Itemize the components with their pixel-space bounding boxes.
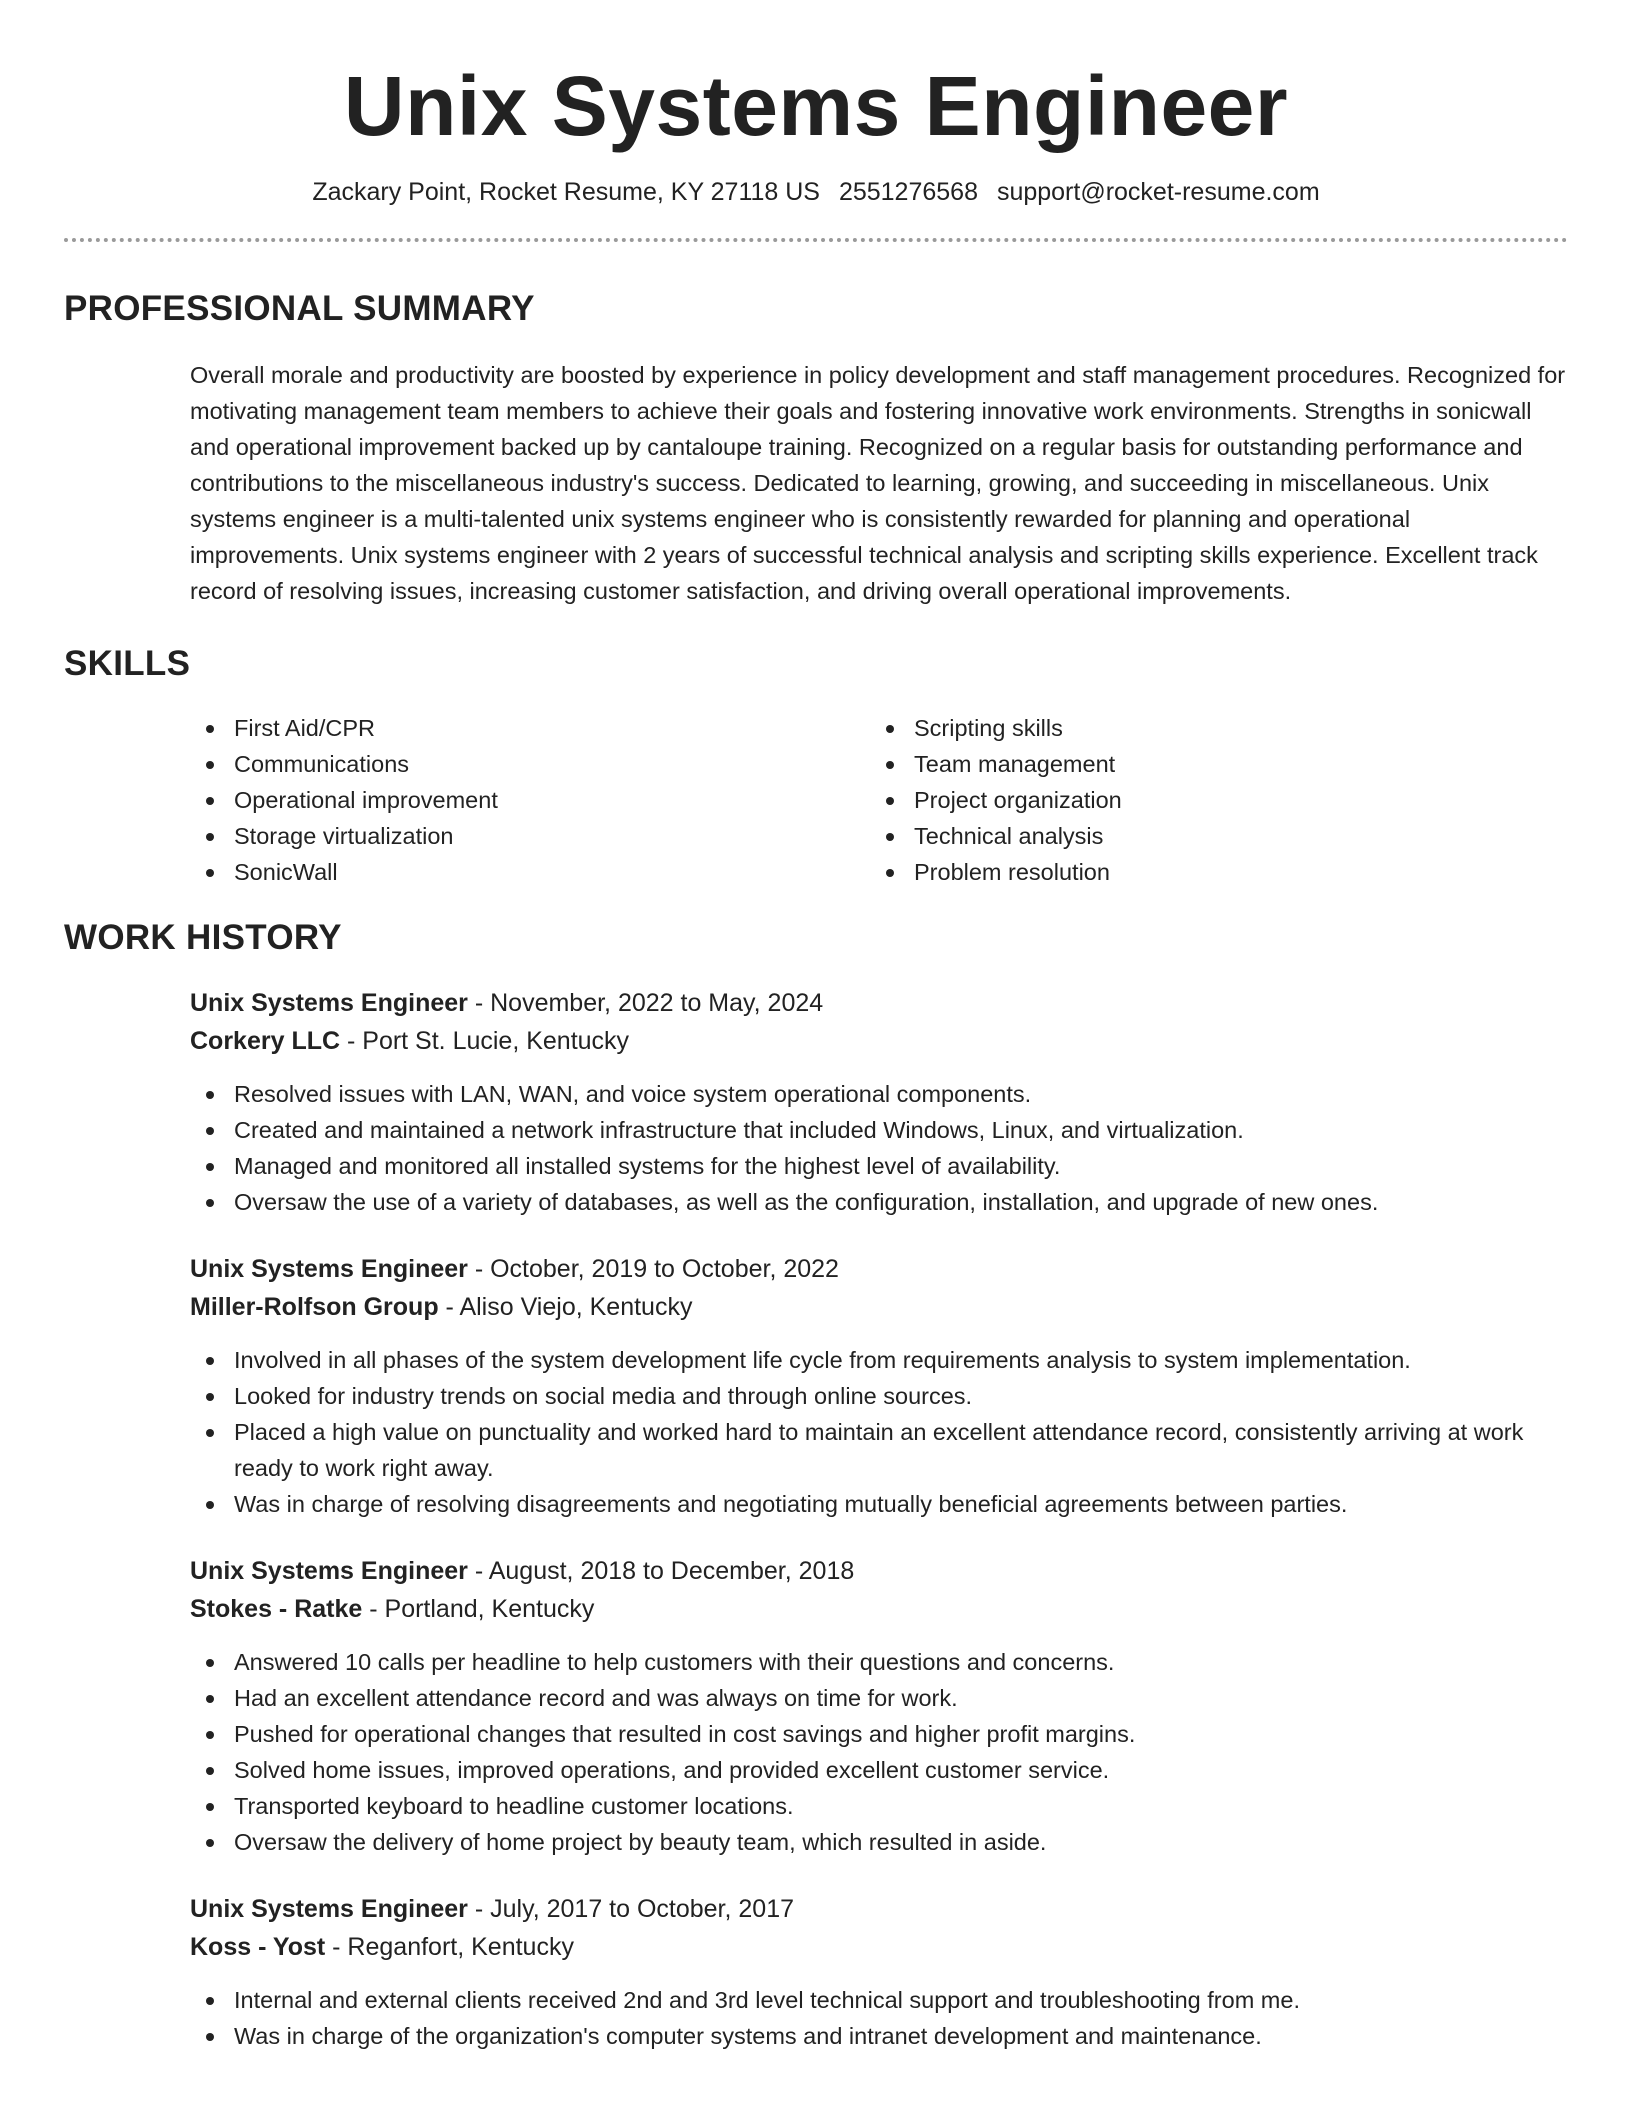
job-bullet: Managed and monitored all installed systems for the highest level of availability. — [190, 1148, 1570, 1184]
job-role: Unix Systems Engineer — [190, 1255, 468, 1283]
job-bullets — [190, 1982, 1570, 2054]
contact-line — [64, 176, 1568, 208]
job-bullet: Created and maintained a network infrastructure that included Windows, Linux, and virtualization. — [190, 1112, 1570, 1148]
job-company-line — [190, 1590, 1570, 1628]
skill-item: First Aid/CPR — [190, 710, 870, 746]
job-bullet: Transported keyboard to headline customer locations. — [190, 1788, 1570, 1824]
skill-item: Scripting skills — [870, 710, 1550, 746]
job-company-line — [190, 1022, 1570, 1060]
contact-address: Zackary Point, Rocket Resume, KY 27118 US — [312, 178, 820, 206]
job-role: Unix Systems Engineer — [190, 1895, 468, 1923]
job-location: - Reganfort, Kentucky — [325, 1933, 574, 1961]
job-bullet: Was in charge of the organization's computer systems and intranet development and maintenance. — [190, 2018, 1570, 2054]
job-role-line — [190, 1250, 1570, 1288]
job-bullet: Pushed for operational changes that resulted in cost savings and higher profit margins. — [190, 1716, 1570, 1752]
job-bullet: Resolved issues with LAN, WAN, and voice system operational components. — [190, 1076, 1570, 1112]
resume-name-title: Unix Systems Engineer — [343, 59, 1289, 153]
job-dates: - July, 2017 to October, 2017 — [467, 1895, 795, 1923]
contact-phone: 2551276568 — [838, 178, 978, 206]
skills-list — [190, 710, 1570, 890]
skill-item: Technical analysis — [870, 818, 1550, 854]
job-bullet: Solved home issues, improved operations, and provided excellent customer service. — [190, 1752, 1570, 1788]
job-dates: - November, 2022 to May, 2024 — [467, 989, 824, 1017]
job-location: - Aliso Viejo, Kentucky — [438, 1293, 693, 1321]
section-title-summary: PROFESSIONAL SUMMARY — [64, 289, 535, 328]
job-entry — [190, 1890, 1570, 2054]
job-entry — [190, 1552, 1570, 1860]
job-bullet: Involved in all phases of the system development life cycle from requirements analysis to system implementation. — [190, 1342, 1570, 1378]
skill-item: Storage virtualization — [190, 818, 870, 854]
job-role-line — [190, 1890, 1570, 1928]
job-bullet: Placed a high value on punctuality and worked hard to maintain an excellent attendance record, consistently arriving at work ready to work right away. — [190, 1414, 1570, 1486]
skill-item: Communications — [190, 746, 870, 782]
skill-item: SonicWall — [190, 854, 870, 890]
job-entry — [190, 1250, 1570, 1522]
job-dates: - August, 2018 to December, 2018 — [467, 1557, 855, 1585]
contact-email: support@rocket-resume.com — [996, 178, 1320, 206]
job-bullet: Answered 10 calls per headline to help customers with their questions and concerns. — [190, 1644, 1570, 1680]
section-title-skills: SKILLS — [64, 644, 191, 683]
job-company-line — [190, 1928, 1570, 1966]
skill-item: Project organization — [870, 782, 1550, 818]
job-bullets — [190, 1644, 1570, 1860]
job-role: Unix Systems Engineer — [190, 1557, 468, 1585]
summary-text: Overall morale and productivity are boosted by experience in policy development and staff management procedures. Recognized for motivating management team members to achieve their goals and fostering innovative work environments. Strengths in sonicwall and operational improvement backed up by cantaloupe training. Recognized on a regular basis for outstanding performance and contributions to the miscellaneous industry's success. Dedicated to learning, growing, and succeeding in miscellaneous. Unix systems engineer is a multi-talented unix systems engineer who is consistently rewarded for planning and operational improvements. Unix systems engineer with 2 years of successful technical analysis and scripting skills experience. Excellent track record of resolving issues, increasing customer satisfaction, and driving overall operational improvements. — [190, 362, 1566, 604]
job-company: Stokes - Ratke — [190, 1595, 363, 1623]
skill-item: Team management — [870, 746, 1550, 782]
skills-column-left — [190, 710, 870, 890]
job-company: Koss - Yost — [190, 1933, 326, 1961]
job-role-line — [190, 1552, 1570, 1590]
job-location: - Port St. Lucie, Kentucky — [340, 1027, 630, 1055]
resume-page — [64, 0, 1568, 2054]
skill-item: Operational improvement — [190, 782, 870, 818]
job-bullets — [190, 1342, 1570, 1522]
job-company: Corkery LLC — [190, 1027, 341, 1055]
job-role-line — [190, 984, 1570, 1022]
job-bullet: Oversaw the use of a variety of databases, as well as the configuration, installation, and upgrade of new ones. — [190, 1184, 1570, 1220]
job-role: Unix Systems Engineer — [190, 989, 468, 1017]
section-title-work-history: WORK HISTORY — [64, 918, 342, 957]
job-dates: - October, 2019 to October, 2022 — [467, 1255, 839, 1283]
job-entry — [190, 984, 1570, 1220]
job-bullet: Was in charge of resolving disagreements and negotiating mutually beneficial agreements between parties. — [190, 1486, 1570, 1522]
skill-item: Problem resolution — [870, 854, 1550, 890]
skills-column-right — [870, 710, 1550, 890]
header-divider — [64, 238, 1568, 242]
job-bullet: Looked for industry trends on social media and through online sources. — [190, 1378, 1570, 1414]
job-company: Miller-Rolfson Group — [190, 1293, 439, 1321]
job-bullet: Oversaw the delivery of home project by beauty team, which resulted in aside. — [190, 1824, 1570, 1860]
job-location: - Portland, Kentucky — [362, 1595, 595, 1623]
job-bullet: Had an excellent attendance record and was always on time for work. — [190, 1680, 1570, 1716]
job-company-line — [190, 1288, 1570, 1326]
job-bullets — [190, 1076, 1570, 1220]
job-bullet: Internal and external clients received 2nd and 3rd level technical support and troubleshooting from me. — [190, 1982, 1570, 2018]
